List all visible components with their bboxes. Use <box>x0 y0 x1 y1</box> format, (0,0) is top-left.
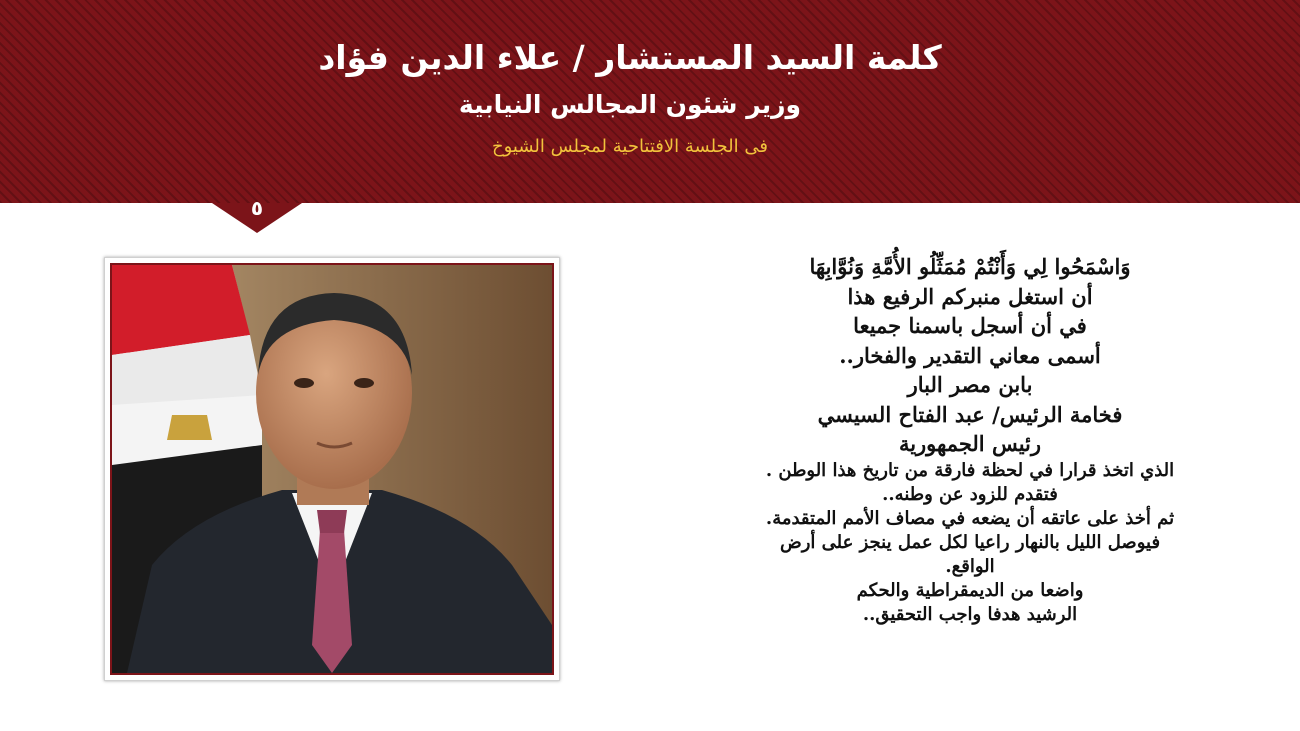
speech-line: أن استغل منبركم الرفيع هذا <box>847 283 1093 309</box>
speech-line: واضعا من الديمقراطية والحكم <box>856 579 1084 601</box>
speech-text <box>690 252 1250 627</box>
header-subtitle: وزير شئون المجالس النيابية <box>458 90 802 119</box>
speech-line: وَاسْمَحُوا لِي وَأَنْتُمْ مُمَثِّلُو الأُمَّةِ وَنُوَّابِهَا <box>809 254 1131 279</box>
speech-line: الذي اتخذ قرارا في لحظة فارقة من تاريخ هذا الوطن . <box>765 459 1175 481</box>
speech-line: الواقع. <box>945 555 995 577</box>
speech-line: أسمى معاني التقدير والفخار.. <box>839 342 1101 368</box>
speech-line: في أن أسجل باسمنا جميعا <box>853 313 1087 338</box>
portrait-illustration <box>112 265 552 673</box>
speech-line: فيوصل الليل بالنهار راعيا لكل عمل ينجز على أرض <box>779 531 1161 553</box>
page-number: ٥ <box>250 196 264 220</box>
header-title: كلمة السيد المستشار / علاء الدين فؤاد <box>318 38 942 77</box>
speech-line: فخامة الرئيس/ عبد الفتاح السيسي <box>817 401 1123 427</box>
speech-line: بابن مصر البار <box>907 372 1033 397</box>
speech-line: الرشيد هدفا واجب التحقيق.. <box>862 603 1078 625</box>
speech-line: ثم أخذ على عاتقه أن يضعه في مصاف الأمم المتقدمة. <box>765 507 1175 529</box>
photo-frame <box>104 257 560 681</box>
header-occasion: فى الجلسة الافتتاحية لمجلس الشيوخ <box>491 136 768 157</box>
speech-line: فتقدم للزود عن وطنه.. <box>882 483 1058 505</box>
header-banner <box>0 0 1300 203</box>
portrait-photo <box>110 263 554 675</box>
speech-line: رئيس الجمهورية <box>898 431 1042 456</box>
